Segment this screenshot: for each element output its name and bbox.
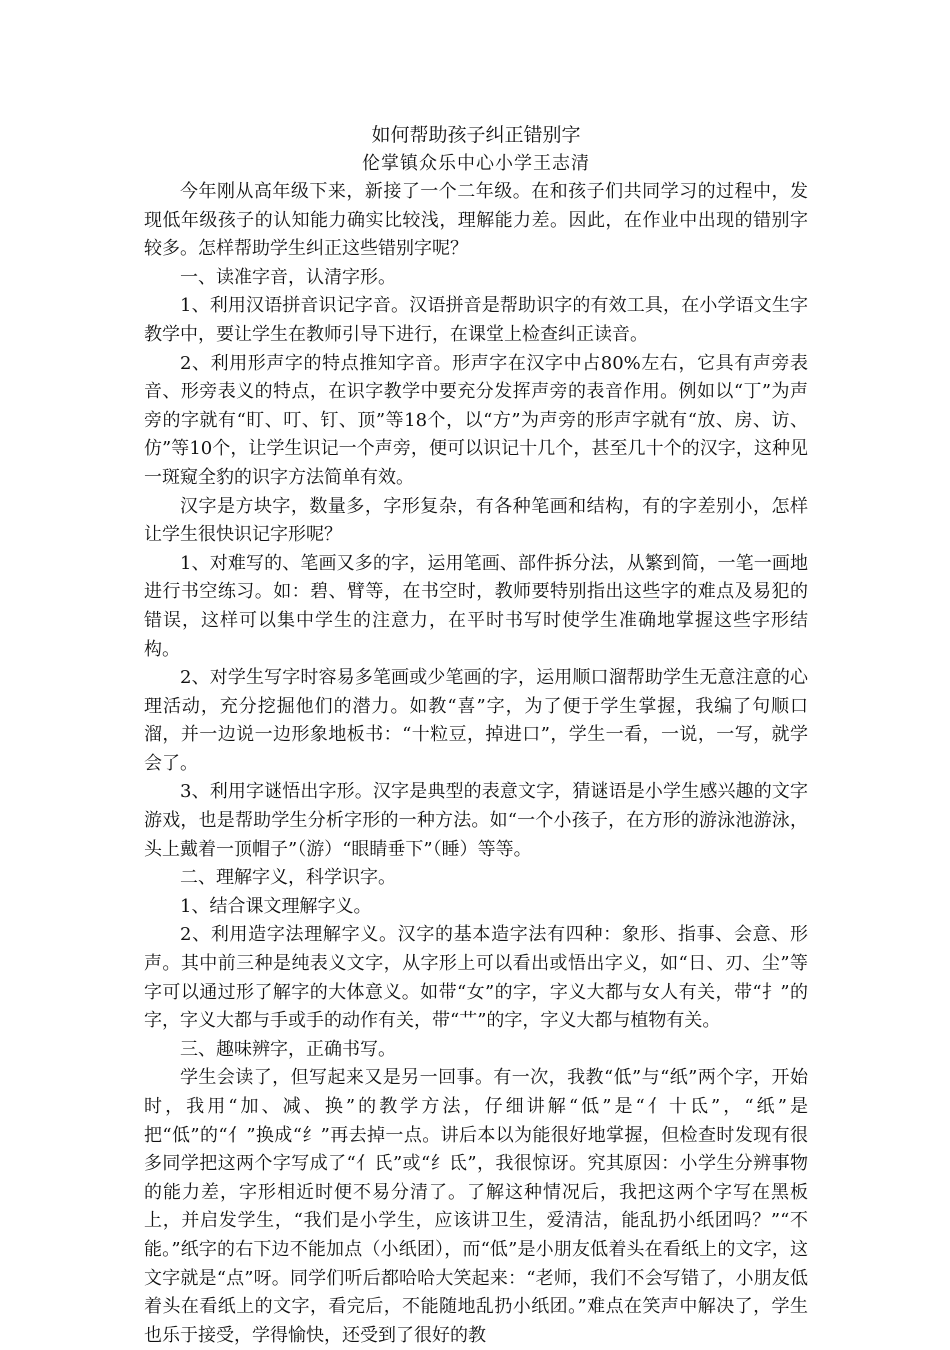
paragraph: 1、结合课文理解字义。: [180, 895, 372, 917]
section-heading-3: 三、趣味辨字，正确书写。: [180, 1038, 396, 1060]
document-author: 伦掌镇众乐中心小学王志清: [362, 153, 590, 174]
document-page: [144, 120, 808, 1350]
section-heading-2: 二、理解字义，科学识字。: [180, 867, 396, 889]
document-title: 如何帮助孩子纠正错别字: [371, 124, 581, 146]
paragraph: 学生会读了，但写起来又是另一回事。有一次，我教“低”与“纸”两个字，开始时，我用“加、减、换”的教学方法，仔细讲解“低”是“亻十氐”，“纸”是把“低”的“亻”换成“纟”再去掉一点。讲后本以为能很好地掌握，但检查时发现有很多同学把这两个字写成了“亻氏”或“纟氐”，我很惊讶。究其原因：小学生分辨事物的能力差，字形相近时便不易分清了。了解这种情况后，我把这两个字写在黑板上，并启发学生，“我们是小学生，应该讲卫生，爱清洁，能乱扔小纸团吗？”“不能。”纸字的右下边不能加点（小纸团），而“低”是小朋友低着头在看纸上的文字，这文字就是“点”呀。同学们听后都哈哈大笑起来：“老师，我们不会写错了，小朋友低着头在看纸上的文字，看完后，不能随地乱扔小纸团。”难点在笑声中解决了，学生也乐于接受，学得愉快，还受到了很好的教: [144, 1067, 808, 1346]
paragraph: 3、利用字谜悟出字形。汉字是典型的表意文字，猜谜语是小学生感兴趣的文字游戏，也是帮助学生分析字形的一种方法。如“一个小孩子，在方形的游泳池游泳，头上戴着一顶帽子”（游）“眼睛垂下”（睡）等等。: [144, 781, 808, 860]
paragraph: 2、利用形声字的特点推知字音。形声字在汉字中占80%左右，它具有声旁表音、形旁表义的特点，在识字教学中要充分发挥声旁的表音作用。例如以“丁”为声旁的字就有“盯、叮、钉、顶”等18个，以“方”为声旁的形声字就有“放、房、访、仿”等10个，让学生识记一个声旁，便可以识记十几个，甚至几十个的汉字，这种见一斑窥全豹的识字方法简单有效。: [144, 352, 808, 488]
paragraph-intro: 今年刚从高年级下来，新接了一个二年级。在和孩子们共同学习的过程中，发现低年级孩子的认知能力确实比较浅，理解能力差。因此，在作业中出现的错别字较多。怎样帮助学生纠正这些错别字呢？: [144, 181, 808, 260]
paragraph: 1、利用汉语拼音识记字音。汉语拼音是帮助识字的有效工具，在小学语文生字教学中，要让学生在教师引导下进行，在课堂上检查纠正读音。: [144, 295, 808, 345]
paragraph: 汉字是方块字，数量多，字形复杂，有各种笔画和结构，有的字差别小，怎样让学生很快识记字形呢？: [144, 495, 808, 546]
paragraph: 1、对难写的、笔画又多的字，运用笔画、部件拆分法，从繁到简，一笔一画地进行书空练习。如：碧、臂等，在书空时，教师要特别指出这些字的难点及易犯的错误，这样可以集中学生的注意力，在平时书写时使学生准确地掌握这些字形结构。: [144, 552, 808, 660]
paragraph: 2、对学生写字时容易多笔画或少笔画的字，运用顺口溜帮助学生无意注意的心理活动，充分挖掘他们的潜力。如教“喜”字，为了便于学生掌握，我编了句顺口溜，并一边说一边形象地板书：“十粒豆，掉进口”，学生一看，一说，一写，就学会了。: [144, 667, 808, 774]
paragraph: 2、利用造字法理解字义。汉字的基本造字法有四种：象形、指事、会意、形声。其中前三种是纯表义文字，从字形上可以看出或悟出字义，如“日、刃、尘”等字可以通过形了解字的大体意义。如带“女”的字，字义大都与女人有关，带“扌”的字，字义大都与手或手的动作有关，带“艹”的字，字义大都与植物有关。: [144, 924, 808, 1032]
section-heading-1: 一、读准字音，认清字形。: [180, 266, 396, 288]
